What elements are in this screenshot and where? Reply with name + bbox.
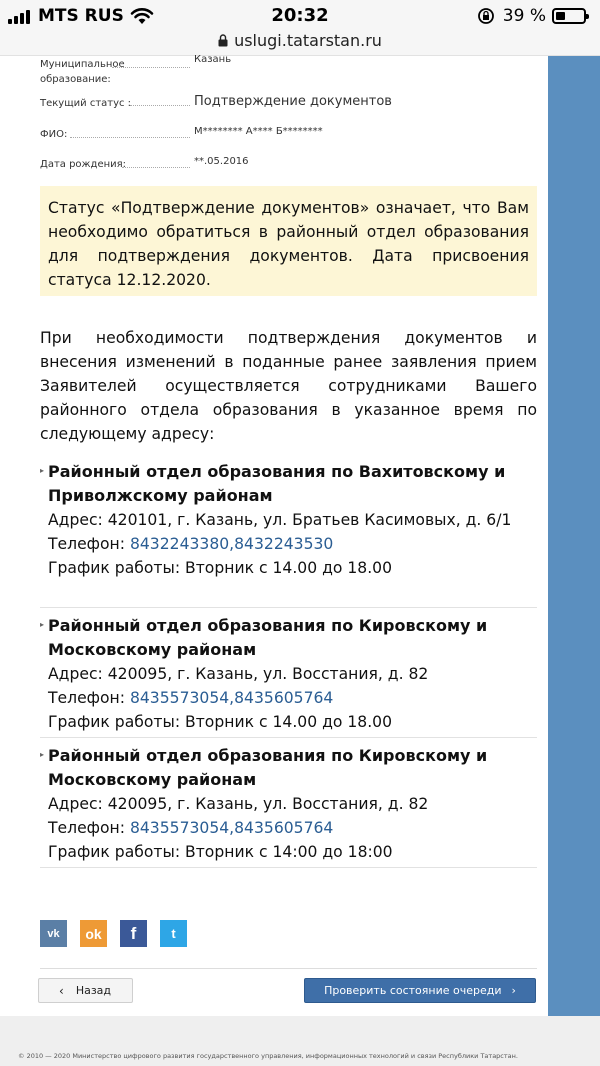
phone-link[interactable]: 8432243380,8432243530 bbox=[129, 535, 334, 553]
status-label: Текущий статус : bbox=[40, 98, 132, 109]
office-phone-line bbox=[48, 532, 537, 556]
status-row bbox=[40, 94, 540, 114]
dotted-leader bbox=[122, 167, 190, 168]
social-share bbox=[40, 920, 200, 947]
chevron-left-icon: ‹ bbox=[59, 983, 64, 998]
birth-label: Дата рождения: bbox=[40, 159, 127, 170]
chevron-right-icon: › bbox=[511, 984, 516, 997]
phone-label: Телефон: bbox=[48, 689, 130, 707]
divider bbox=[40, 968, 537, 969]
phone-link[interactable]: 8435573054,8435605764 bbox=[129, 689, 334, 707]
odnoklassniki-icon[interactable]: ok bbox=[80, 920, 107, 947]
phone-link[interactable]: 8435573054,8435605764 bbox=[129, 819, 334, 837]
clock: 20:32 bbox=[271, 5, 329, 26]
office-schedule: График работы: Вторник с 14:00 до 18:00 bbox=[48, 843, 393, 861]
municipality-label: Муниципальное bbox=[40, 59, 125, 70]
url-text[interactable]: uslugi.tatarstan.ru bbox=[234, 31, 382, 50]
office-address: Адрес: 420095, г. Казань, ул. Восстания, д. 82 bbox=[48, 795, 429, 813]
status-value: Подтверждение документов bbox=[194, 94, 392, 109]
footer bbox=[0, 1016, 600, 1066]
twitter-icon[interactable]: t bbox=[160, 920, 187, 947]
fio-label: ФИО: bbox=[40, 129, 68, 140]
battery-icon bbox=[552, 8, 586, 24]
birth-value: **.05.2016 bbox=[194, 156, 249, 167]
battery-percent: 39 % bbox=[502, 6, 546, 26]
office-name: Районный отдел образования по Вахитовскому и Приволжскому районам bbox=[48, 462, 506, 505]
municipality-value: Казань bbox=[194, 54, 232, 65]
office-item bbox=[40, 460, 537, 608]
office-address: Адрес: 420095, г. Казань, ул. Восстания, д. 82 bbox=[48, 665, 429, 683]
fio-value: М******** А**** Б******** bbox=[194, 126, 323, 137]
birth-row bbox=[40, 156, 540, 176]
intro-text: При необходимости подтверждения документов и внесения изменений в поданные ранее заявления прием Заявителей осуществляется сотрудниками Вашего районного отдела образования в указанное время по следующему адресу: bbox=[40, 329, 537, 443]
lock-icon bbox=[218, 34, 228, 47]
dotted-leader bbox=[70, 137, 190, 138]
footer-text: © 2010 — 2020 Министерство цифрового развития государственного управления, информационных технологий и связи Республики Татарстан. bbox=[18, 1052, 518, 1060]
facebook-icon[interactable]: f bbox=[120, 920, 147, 947]
dotted-leader bbox=[112, 67, 190, 68]
check-queue-label: Проверить состояние очереди bbox=[324, 984, 502, 997]
office-address: Адрес: 420101, г. Казань, ул. Братьев Касимовых, д. 6/1 bbox=[48, 511, 512, 529]
bullet-icon: ▸ bbox=[40, 466, 45, 475]
office-name: Районный отдел образования по Кировскому и Московскому районам bbox=[48, 746, 488, 789]
vk-icon[interactable]: vk bbox=[40, 920, 67, 947]
status-right bbox=[477, 6, 586, 26]
dotted-leader bbox=[130, 105, 190, 106]
bullet-icon: ▸ bbox=[40, 620, 45, 629]
bullet-icon: ▸ bbox=[40, 750, 45, 759]
phone-label: Телефон: bbox=[48, 819, 130, 837]
side-panel bbox=[548, 56, 600, 1016]
status-note bbox=[40, 186, 537, 296]
office-schedule: График работы: Вторник с 14.00 до 18.00 bbox=[48, 559, 392, 577]
rotation-lock-icon bbox=[477, 7, 495, 25]
office-item bbox=[40, 614, 537, 738]
phone-label: Телефон: bbox=[48, 535, 130, 553]
office-phone-line bbox=[48, 686, 537, 710]
office-item bbox=[40, 744, 537, 868]
check-queue-button[interactable] bbox=[304, 978, 536, 1003]
carrier-name: MTS RUS bbox=[38, 6, 124, 26]
status-note-text: Статус «Подтверждение документов» означает, что Вам необходимо обратиться в районный отдел образования для подтверждения документов. Дата присвоения статуса 12.12.2020. bbox=[48, 199, 529, 289]
fio-row bbox=[40, 126, 540, 146]
municipality-label-2: образование: bbox=[40, 74, 111, 85]
back-button-label: Назад bbox=[75, 984, 112, 997]
office-schedule: График работы: Вторник с 14.00 до 18.00 bbox=[48, 713, 392, 731]
office-name: Районный отдел образования по Кировскому и Московскому районам bbox=[48, 616, 488, 659]
address-bar[interactable] bbox=[0, 26, 600, 56]
municipality-row bbox=[40, 56, 540, 88]
office-phone-line bbox=[48, 816, 537, 840]
back-button[interactable] bbox=[38, 978, 133, 1003]
